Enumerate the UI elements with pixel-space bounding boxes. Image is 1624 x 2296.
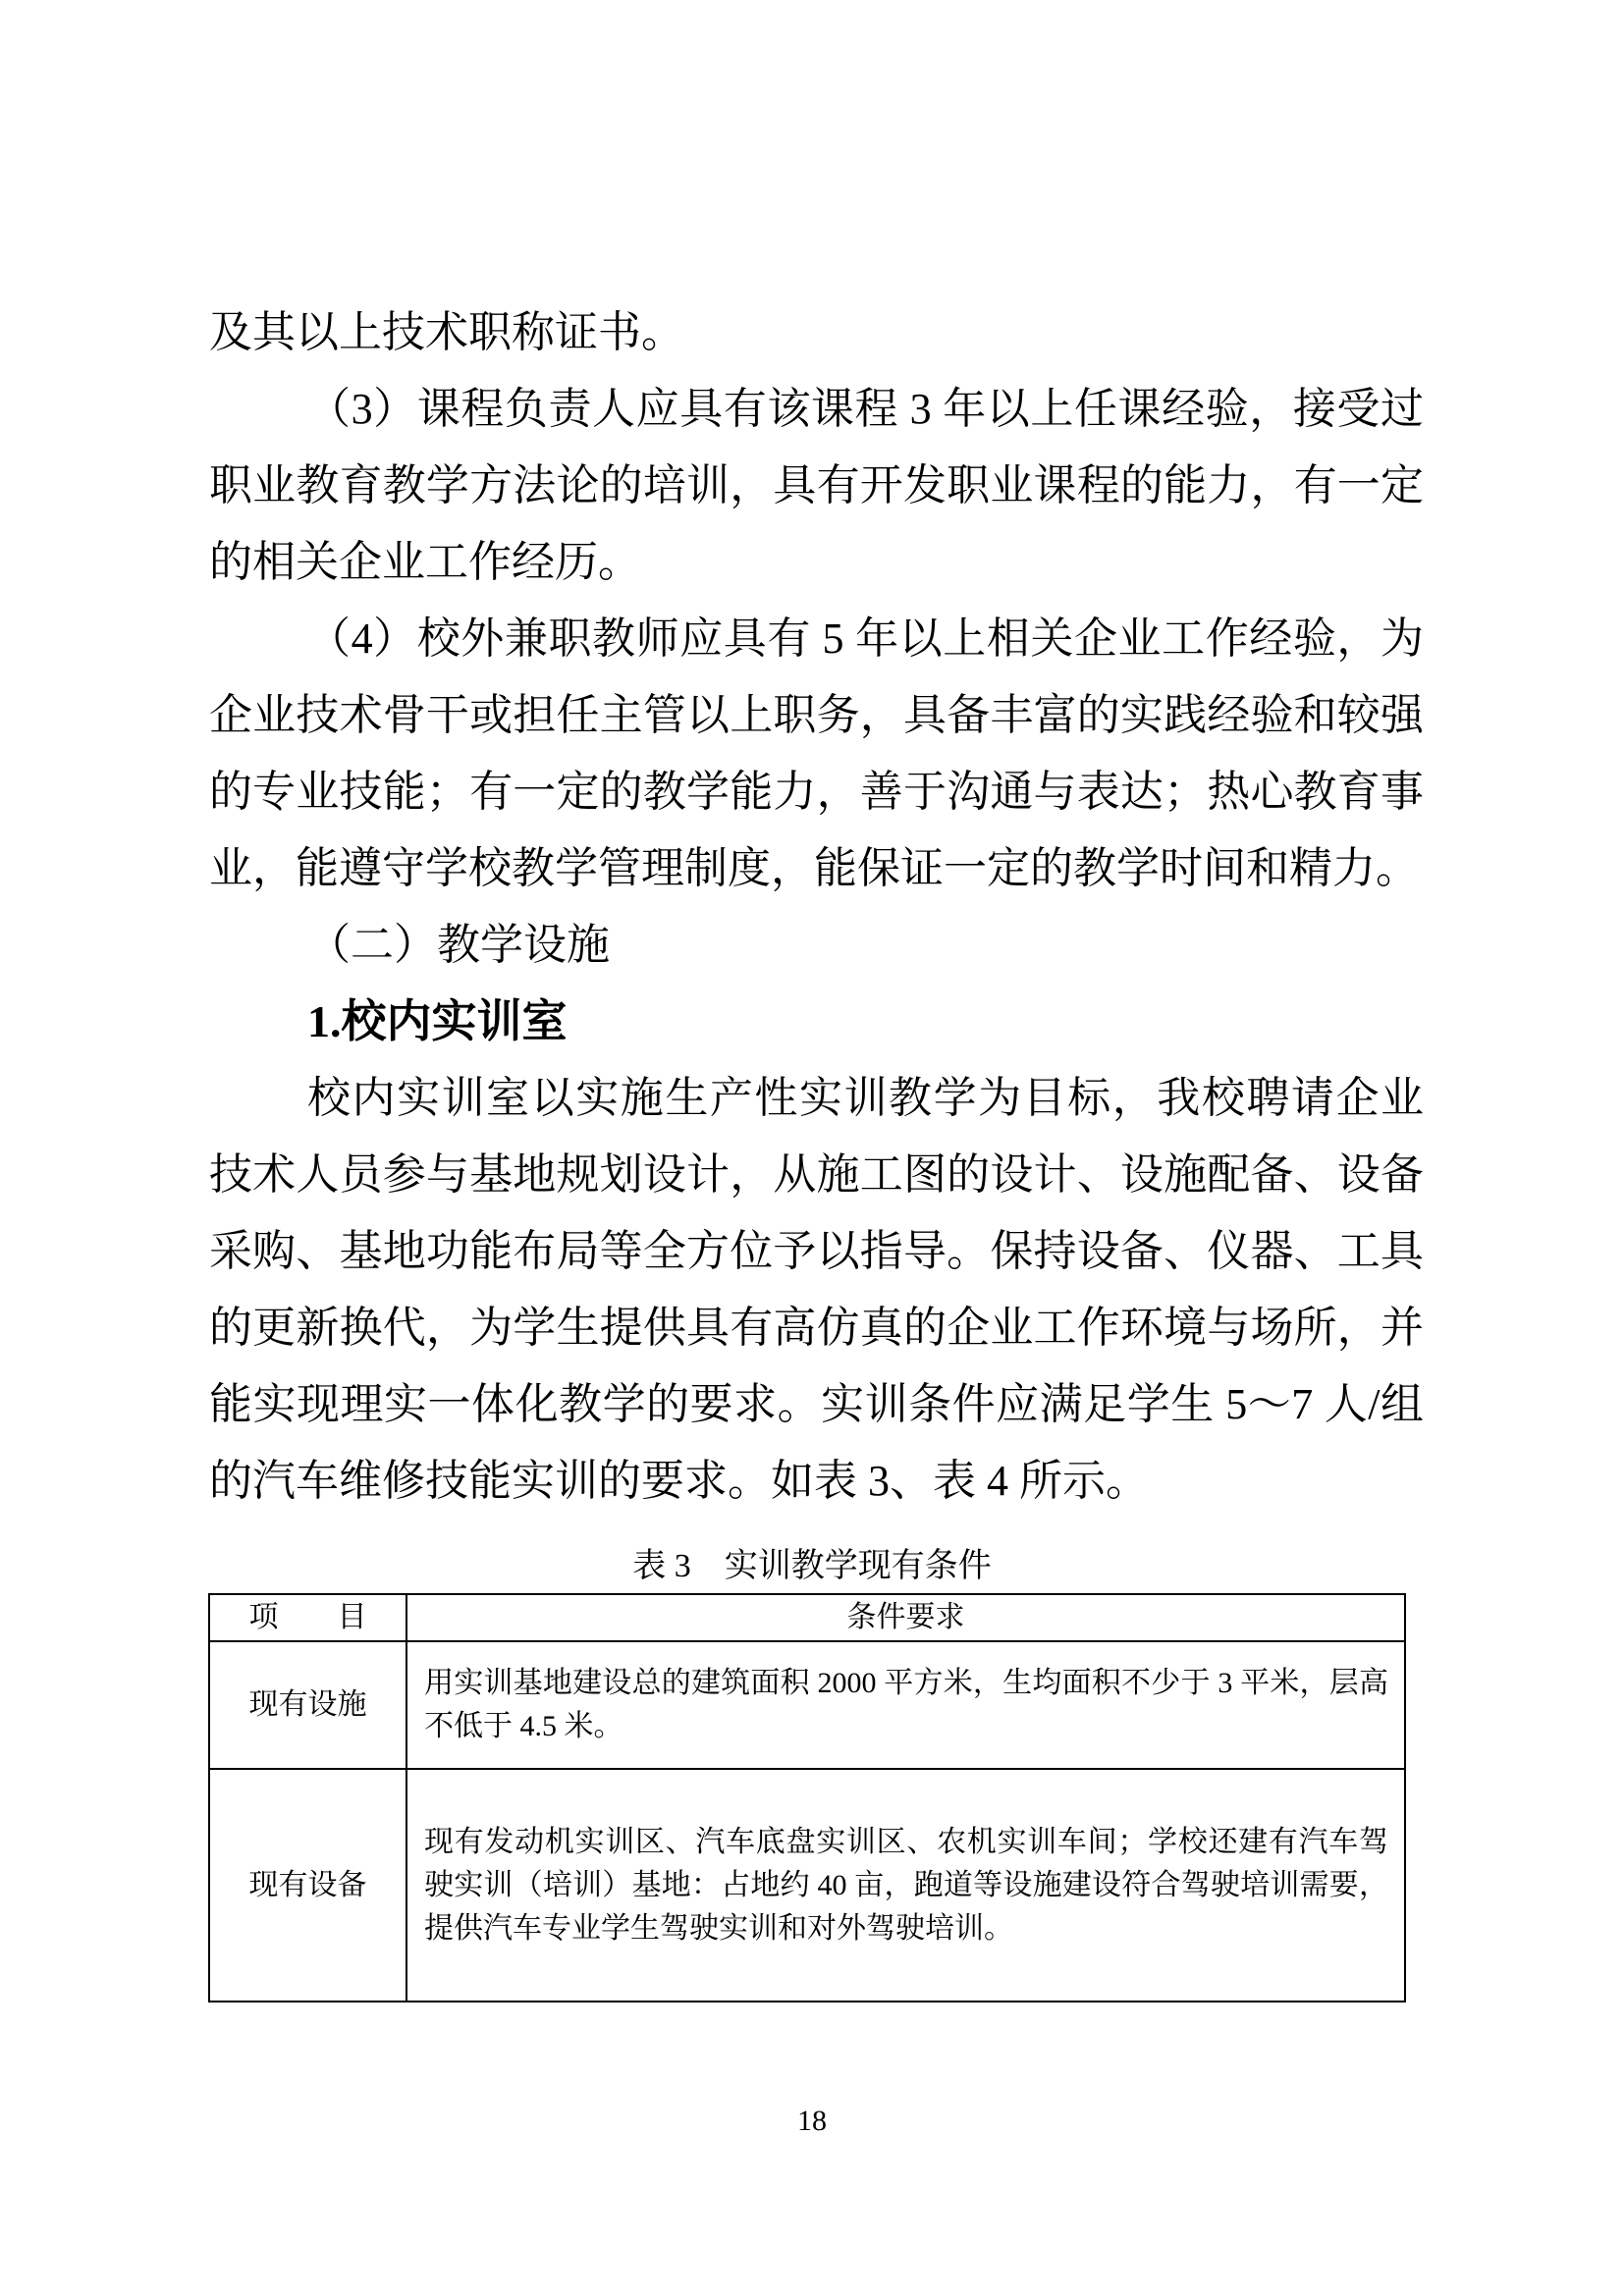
paragraph-continuation: 及其以上技术职称证书。 (209, 308, 684, 356)
paragraph-item-4: （4）校外兼职教师应具有 5 年以上相关企业工作经验，为企业技术骨干或担任主管以上职务，具备丰富的实践经验和较强的专业技能；有一定的教学能力，善于沟通与表达；热心教育事业，能遵守学校教学管理制度，能保证一定的教学时间和精力。 (209, 614, 1424, 892)
table-row (209, 1641, 1405, 1769)
table-header-item: 项 目 (209, 1594, 406, 1641)
row-label-facilities: 现有设施 (209, 1641, 406, 1769)
document-body (209, 294, 1424, 1520)
paragraph-training-room: 校内实训室以实施生产性实训教学为目标，我校聘请企业技术人员参与基地规划设计，从施工图的设计、设施配备、设备采购、基地功能布局等全方位予以指导。保持设备、仪器、工具的更新换代，为学生提供具有高仿真的企业工作环境与场所，并能实现理实一体化教学的要求。实训条件应满足学生 5～7 人/组的汽车维修技能实训的要求。如表 3、表 4 所示。 (209, 1074, 1424, 1505)
paragraph-item-3: （3）课程负责人应具有该课程 3 年以上任课经验，接受过职业教育教学方法论的培训，具有开发职业课程的能力，有一定的相关企业工作经历。 (209, 385, 1424, 586)
table-row (209, 1769, 1405, 2002)
page-number: 18 (797, 2105, 827, 2137)
table-title: 表 3 实训教学现有条件 (632, 1548, 992, 1584)
training-conditions-table (208, 1593, 1406, 2002)
row-value-equipment: 现有发动机实训区、汽车底盘实训区、农机实训车间；学校还建有汽车驾驶实训（培训）基地：占地约 40 亩，跑道等设施建设符合驾驶培训需要，提供汽车专业学生驾驶实训和对外驾驶培训。 (406, 1769, 1405, 2002)
row-label-equipment: 现有设备 (209, 1769, 406, 2002)
row-value-facilities: 用实训基地建设总的建筑面积 2000 平方米，生均面积不少于 3 平米，层高不低于 4.5 米。 (406, 1641, 1405, 1769)
table-header-requirement: 条件要求 (406, 1594, 1405, 1641)
table-header-row (209, 1594, 1405, 1641)
section-heading: （二）教学设施 (307, 921, 610, 969)
subsection-heading: 1.校内实训室 (307, 996, 568, 1046)
